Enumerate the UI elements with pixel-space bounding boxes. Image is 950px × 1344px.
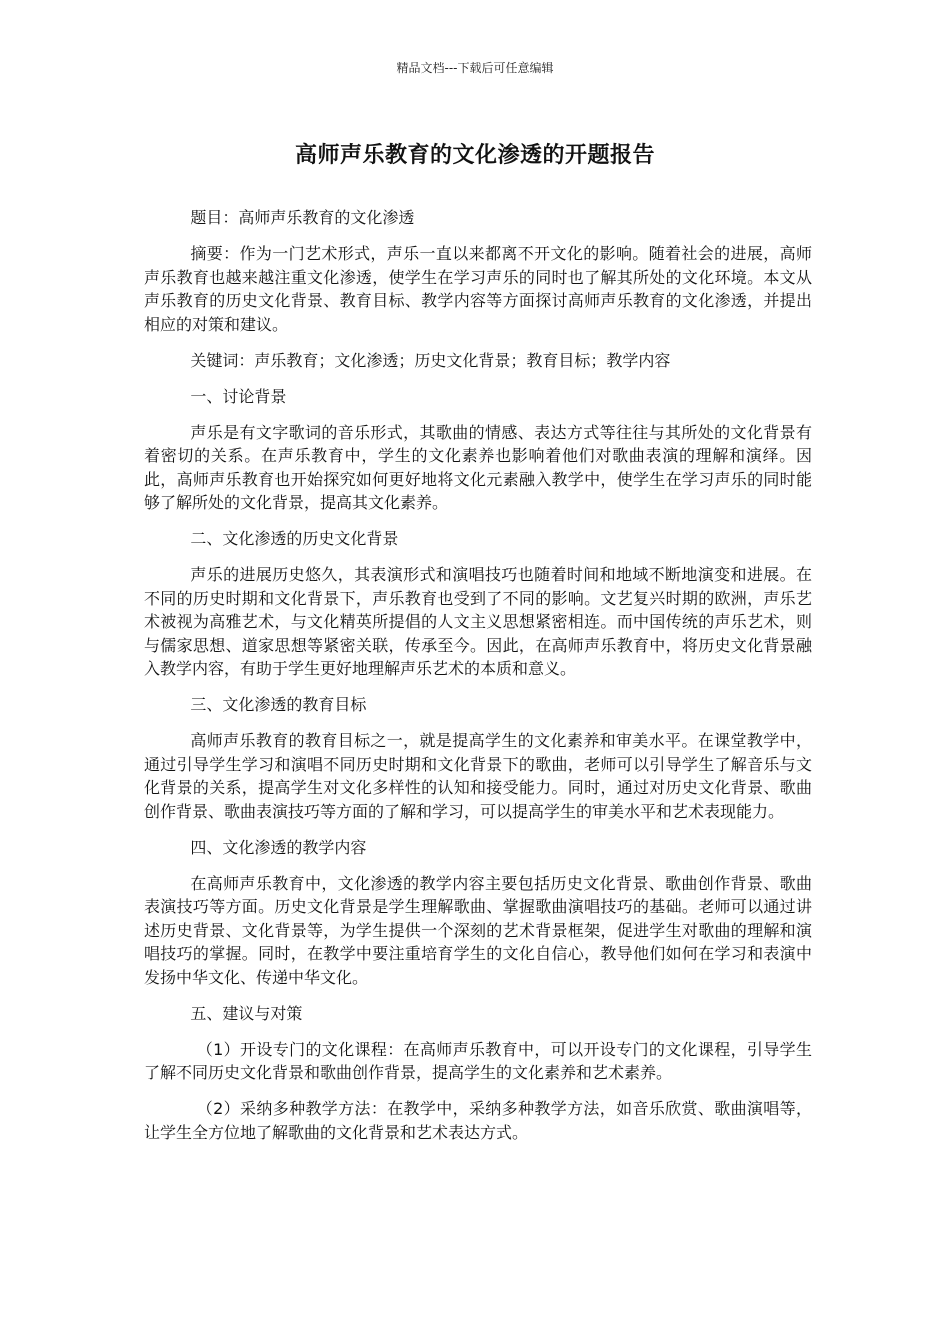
page-header: 精品文档---下载后可任意编辑 (396, 61, 554, 75)
section-heading-3: 三、文化渗透的教育目标 (190, 695, 367, 714)
document-title: 高师声乐教育的文化渗透的开题报告 (294, 143, 655, 168)
section-paragraph-3: 高师声乐教育的教育目标之一，就是提高学生的文化素养和审美水平。在课堂教学中，通过引导学生学习和演唱不同历史时期和文化背景下的歌曲，老师可以引导学生了解音乐与文化背景的关系，提高学生对文化多样性的认知和接受能力。同时，通过对历史文化背景、歌曲创作背景、歌曲表演技巧等方面的了解和学习，可以提高学生的审美水平和艺术表现能力。 (144, 731, 812, 821)
section-paragraph-4: 在高师声乐教育中，文化渗透的教学内容主要包括历史文化背景、歌曲创作背景、歌曲表演技巧等方面。历史文化背景是学生理解歌曲、掌握歌曲演唱技巧的基础。老师可以通过讲述历史背景、文化背景等，为学生提供一个深刻的艺术背景框架，促进学生对歌曲的理解和演唱技巧的掌握。同时，在教学中要注重培育学生的文化自信心，教导他们如何在学习和表演中发扬中华文化、传递中华文化。 (144, 873, 812, 987)
section-paragraph-2: 声乐的进展历史悠久，其表演形式和演唱技巧也随着时间和地域不断地演变和进展。在不同的历史时期和文化背景下，声乐教育也受到了不同的影响。文艺复兴时期的欧洲，声乐艺术被视为高雅艺术，与文化精英所提倡的人文主义思想紧密相连。而中国传统的声乐艺术，则与儒家思想、道家思想等紧密关联，传承至今。因此，在高师声乐教育中，将历史文化背景融入教学内容，有助于学生更好地理解声乐艺术的本质和意义。 (144, 565, 812, 678)
keywords-line: 关键词：声乐教育；文化渗透；历史文化背景；教育目标；教学内容 (190, 350, 671, 370)
document-body (144, 206, 812, 1157)
section-heading-1: 一、讨论背景 (190, 386, 287, 406)
abstract-paragraph: 摘要：作为一门艺术形式，声乐一直以来都离不开文化的影响。随着社会的进展，高师声乐教育也越来越注重文化渗透，使学生在学习声乐的同时也了解其所处的文化环境。本文从声乐教育的历史文化背景、教育目标、教学内容等方面探讨高师声乐教育的文化渗透，并提出相应的对策和建议。 (144, 244, 812, 334)
section-heading-2: 二、文化渗透的历史文化背景 (190, 529, 399, 548)
section-paragraph-1: 声乐是有文字歌词的音乐形式，其歌曲的情感、表达方式等往往与其所处的文化背景有着密切的关系。在声乐教育中，学生的文化素养也影响着他们对歌曲表演的理解和演绎。因此，高师声乐教育也开始探究如何更好地将文化元素融入教学中，使学生在学习声乐的同时能够了解所处的文化背景，提高其文化素养。 (144, 422, 812, 512)
section-heading-4: 四、文化渗透的教学内容 (190, 837, 367, 857)
suggestion-item-2: （2）采纳多种教学方法：在教学中，采纳多种教学方法，如音乐欣赏、歌曲演唱等，让学生全方位地了解歌曲的文化背景和艺术表达方式。 (144, 1099, 812, 1142)
section-heading-5: 五、建议与对策 (190, 1003, 303, 1023)
topic-line: 题目：高师声乐教育的文化渗透 (190, 208, 415, 227)
suggestion-item-1: （1）开设专门的文化课程：在高师声乐教育中，可以开设专门的文化课程，引导学生了解不同历史文化背景和歌曲创作背景，提高学生的文化素养和艺术素养。 (144, 1039, 812, 1082)
